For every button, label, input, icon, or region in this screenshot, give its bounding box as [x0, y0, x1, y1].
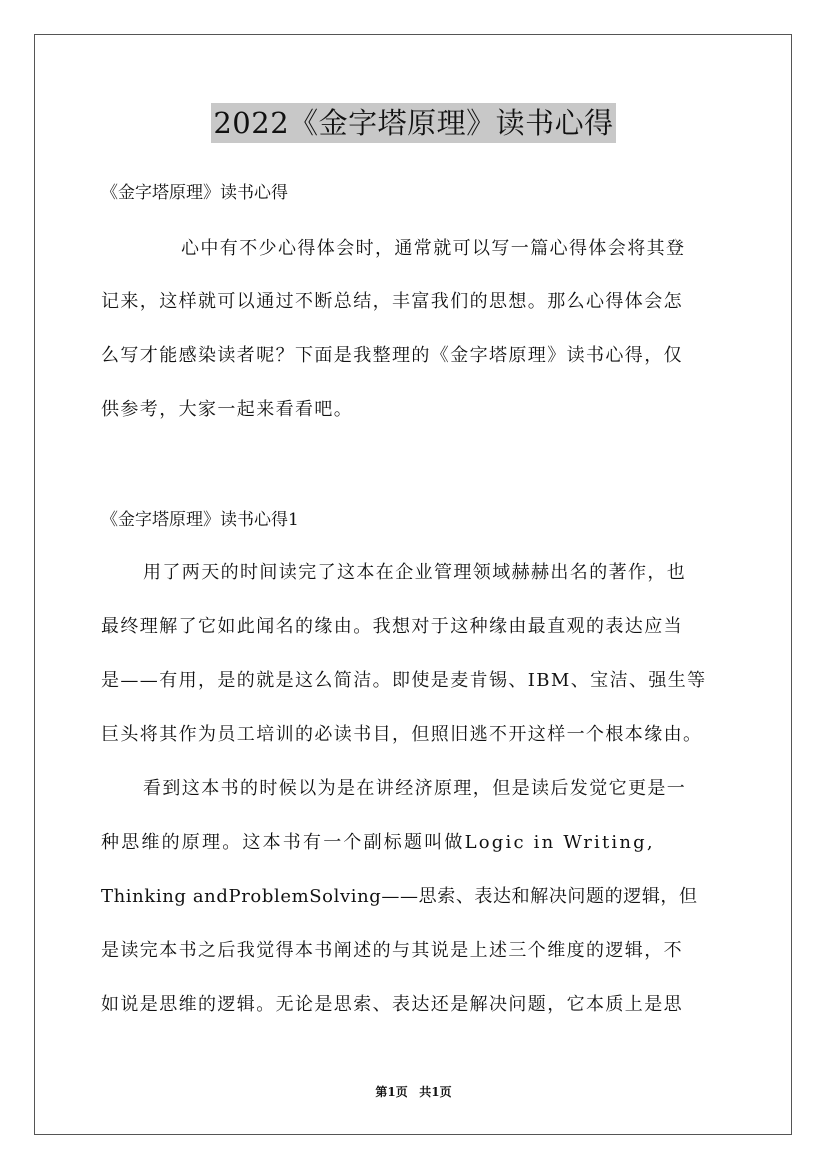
intro-line: 心中有不少心得体会时，通常就可以写一篇心得体会将其登	[181, 238, 686, 259]
intro-line: 供参考，大家一起来看看吧。	[101, 399, 354, 420]
body-line: 巨头将其作为员工培训的必读书目，但照旧逃不开这样一个根本缘由。	[101, 724, 703, 745]
body-line: 如说是思维的逻辑。无论是思索、表达还是解决问题，它本质上是思	[101, 994, 683, 1015]
body-line: 是读完本书之后我觉得本书阐述的与其说是上述三个维度的逻辑，不	[101, 940, 683, 961]
page-footer	[0, 1084, 827, 1100]
body-line: 最终理解了它如此闻名的缘由。我想对于这种缘由最直观的表达应当	[101, 616, 683, 637]
document-subtitle: 《金字塔原理》读书心得	[101, 183, 288, 203]
page-number: 第1页	[375, 1085, 408, 1099]
body-line: Thinking andProblemSolving——思索、表达和解决问题的逻辑，但	[101, 886, 698, 907]
body-line: 是——有用，是的就是这么简洁。即使是麦肯锡、IBM、宝洁、强生等	[101, 670, 707, 691]
section-heading: 《金字塔原理》读书心得1	[101, 510, 299, 530]
body-line: 用了两天的时间读完了这本在企业管理领域赫赫出名的著作，也	[143, 562, 687, 583]
title-wrap	[0, 103, 827, 143]
intro-line: 记来，这样就可以通过不断总结，丰富我们的思想。那么心得体会怎	[101, 291, 683, 312]
document-title: 2022《金字塔原理》读书心得	[211, 103, 615, 143]
body-line: 看到这本书的时候以为是在讲经济原理，但是读后发觉它更是一	[143, 778, 687, 799]
intro-line: 么写才能感染读者呢？下面是我整理的《金字塔原理》读书心得，仅	[101, 345, 683, 366]
body-line: 种思维的原理。这本书有一个副标题叫做Logic in Writing,	[101, 832, 655, 853]
page-total: 共1页	[419, 1085, 452, 1099]
